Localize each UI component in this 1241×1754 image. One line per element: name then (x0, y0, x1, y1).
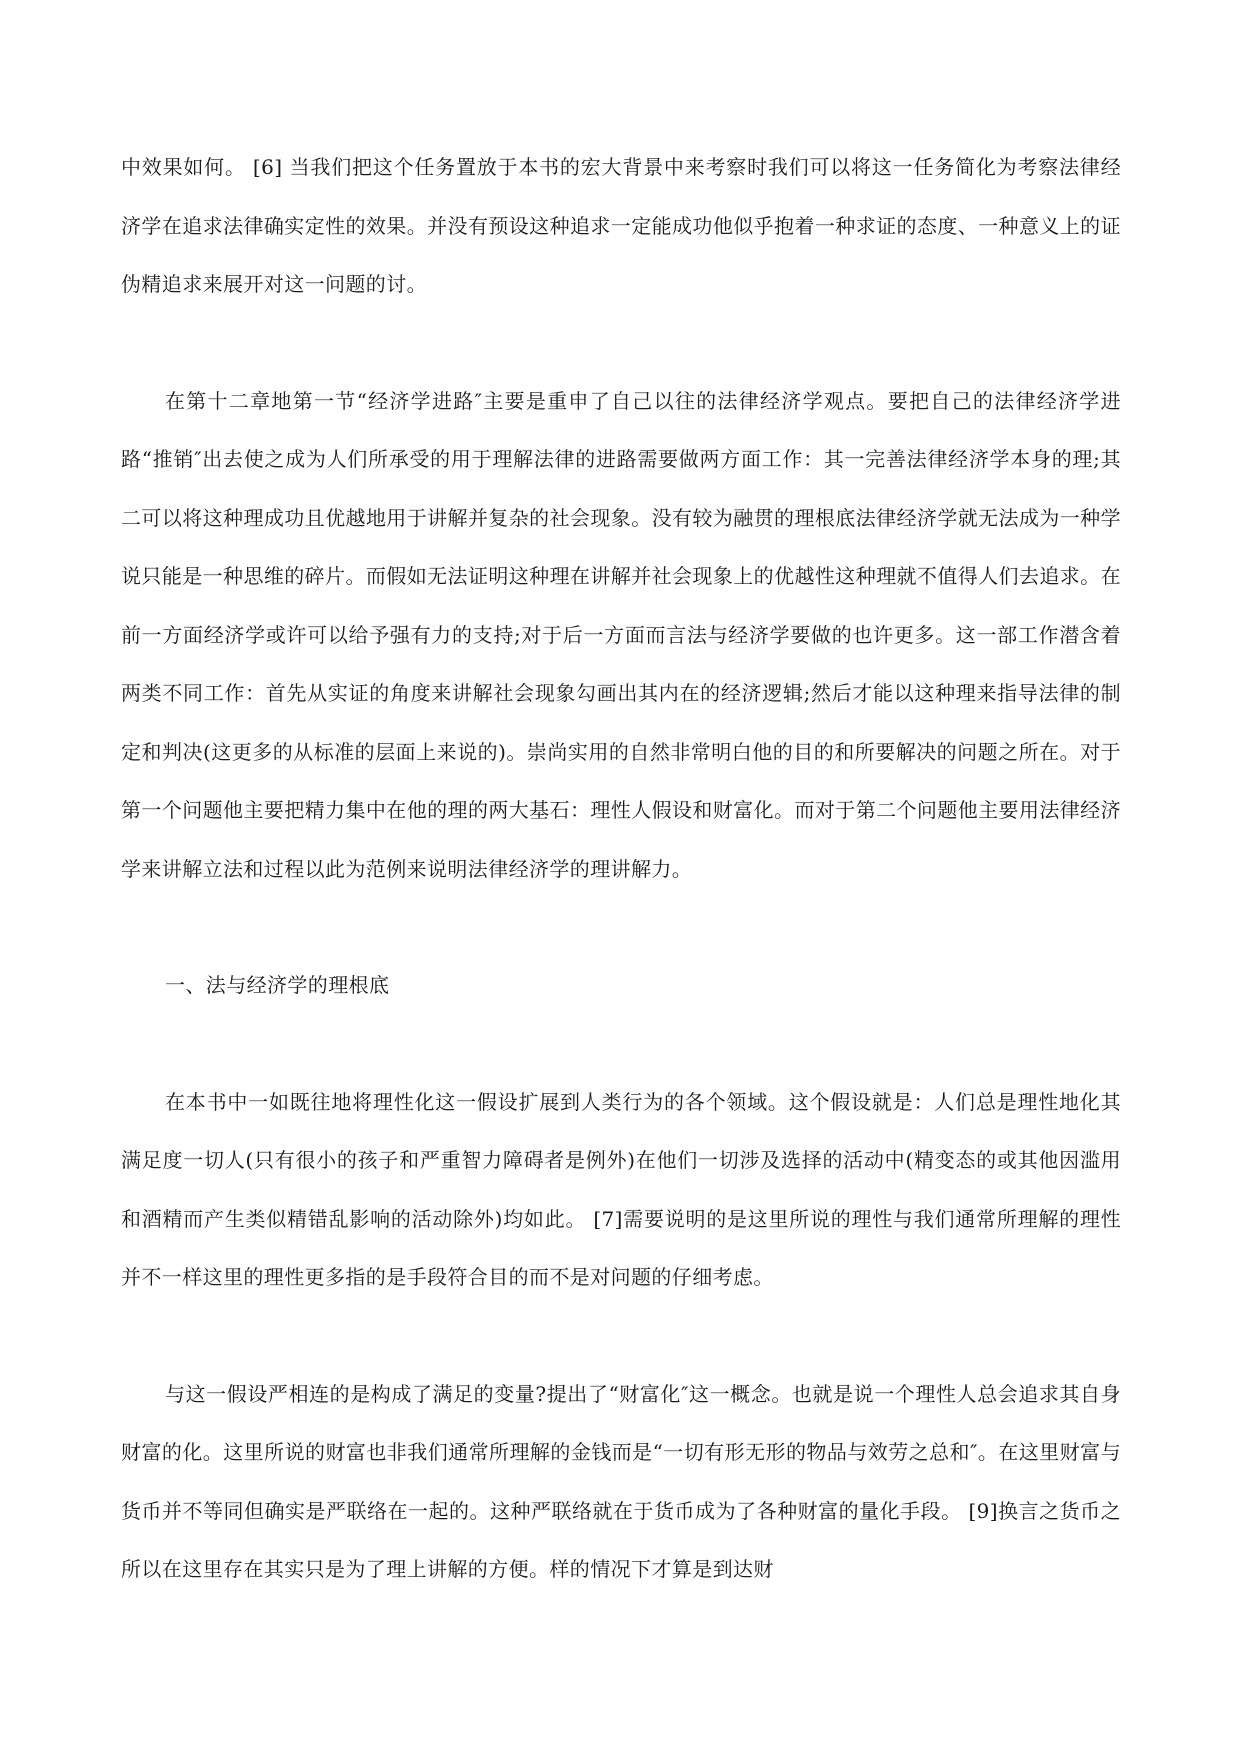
paragraph-intro: 中效果如何。 [6] 当我们把这个任务置放于本书的宏大背景中来考察时我们可以将这一任务简化为考察法律经济学在追求法律确实定性的效果。并没有预设这种追求一定能成功他似乎抱着一种求证的态度、一种意义上的证伪精追求来展开对这一问题的讨。 (121, 155, 1121, 296)
section-heading: 一、法与经济学的理根底 (165, 973, 390, 997)
paragraph-chapter-twelve: 在第十二章地第一节“经济学进路″主要是重申了自己以往的法律经济学观点。要把自己的法律经济学进路“推销″出去使之成为人们所承受的用于理解法律的进路需要做两方面工作：其一完善法律经济学本身的理;其二可以将这种理成功且优越地用于讲解并复杂的社会现象。没有较为融贯的理根底法律经济学就无法成为一种学说只能是一种思维的碎片。而假如无法证明这种理在讲解并社会现象上的优越性这种理就不值得人们去追求。在前一方面经济学或许可以给予强有力的支持;对于后一方面而言法与经济学要做的也许更多。这一部工作潜含着两类不同工作：首先从实证的角度来讲解社会现象勾画出其内在的经济逻辑;然后才能以这种理来指导法律的制定和判决(这更多的从标准的层面上来说的)。崇尚实用的自然非常明白他的目的和所要解决的问题之所在。对于第一个问题他主要把精力集中在他的理的两大基石：理性人假设和财富化。而对于第二个问题他主要用法律经济学来讲解立法和过程以此为范例来说明法律经济学的理讲解力。 (121, 388, 1121, 881)
paragraph-rationality-assumption: 在本书中一如既往地将理性化这一假设扩展到人类行为的各个领域。这个假设就是：人们总是理性地化其满足度一切人(只有很小的孩子和严重智力障碍者是例外)在他们一切涉及选择的活动中(精变态的或其他因滥用和酒精而产生类似精错乱影响的活动除外)均如此。 [7]需要说明的是这里所说的理性与我们通常所理解的理性并不一样这里的理性更多指的是手段符合目的而不是对问题的仔细考虑。 (121, 1089, 1121, 1289)
paragraph-wealth-maximization: 与这一假设严相连的是构成了满足的变量?提出了“财富化″这一概念。也就是说一个理性人总会追求其自身财富的化。这里所说的财富也非我们通常所理解的金钱而是“一切有形无形的物品与效劳之总和″。在这里财富与货币并不等同但确实是严联络在一起的。这种严联络就在于货币成为了各种财富的量化手段。 [9]换言之货币之所以在这里存在其实只是为了理上讲解的方便。样的情况下才算是到达财 (121, 1381, 1121, 1581)
document-body (121, 138, 1121, 1657)
